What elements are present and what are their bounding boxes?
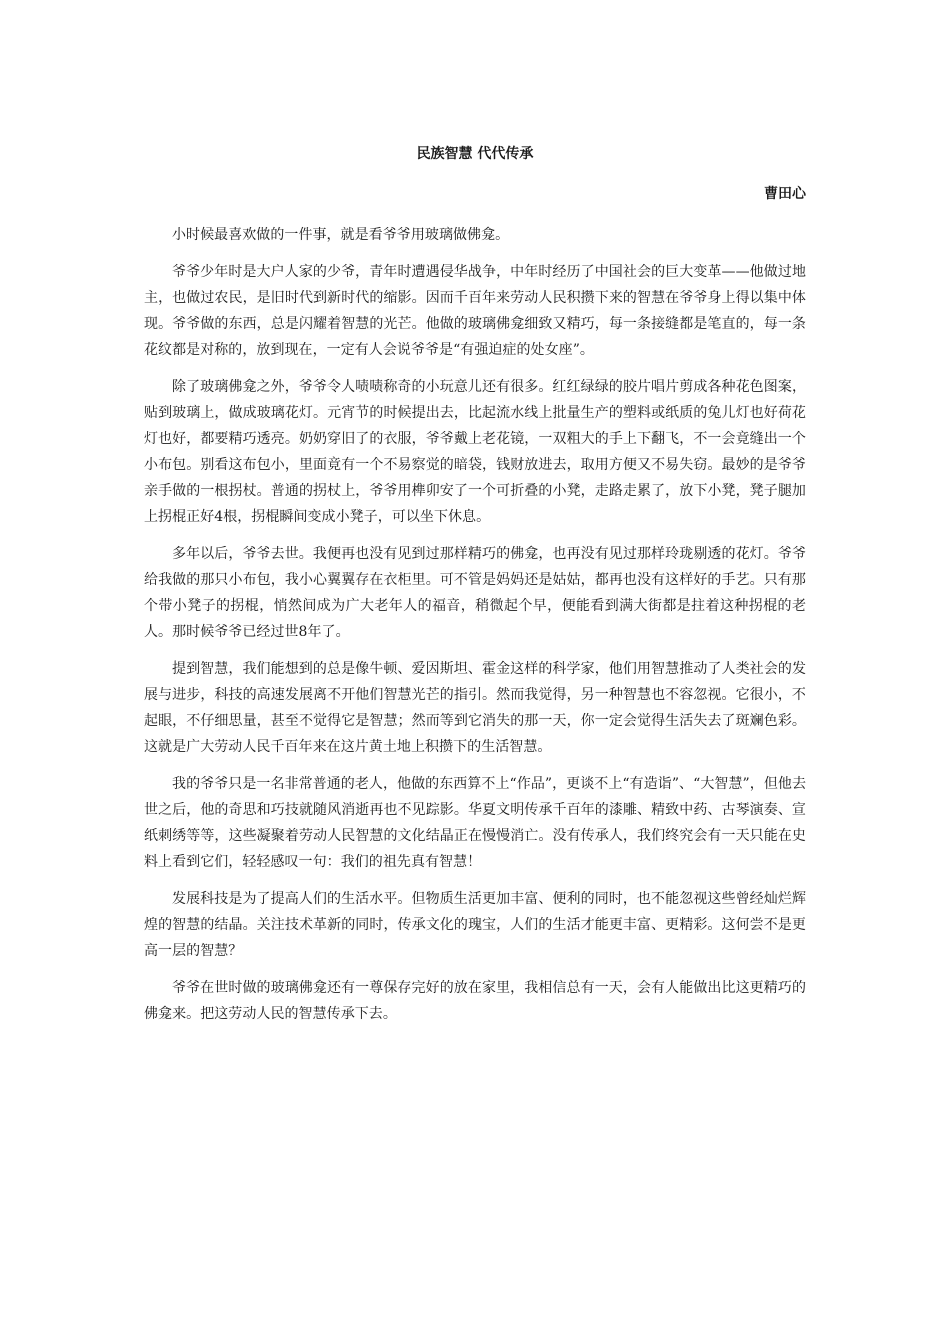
paragraph: 多年以后，爷爷去世。我便再也没有见到过那样精巧的佛龛，也再没有见过那样玲珑剔透的花灯。爷爷给我做的那只小布包，我小心翼翼存在衣柜里。可不管是妈妈还是姑姑，都再也没有这样好的手艺。只有那个带小凳子的拐棍，悄然间成为广大老年人的福音，稍微起个早，便能看到满大街都是拄着这种拐棍的老人。那时候爷爷已经过世8年了。	[144, 546, 806, 640]
paragraph: 发展科技是为了提高人们的生活水平。但物质生活更加丰富、便利的同时，也不能忽视这些曾经灿烂辉煌的智慧的结晶。关注技术革新的同时，传承文化的瑰宝，人们的生活才能更丰富、更精彩。这何尝不是更高一层的智慧？	[144, 891, 806, 959]
paragraph: 爷爷少年时是大户人家的少爷，青年时遭遇侵华战争，中年时经历了中国社会的巨大变革——他做过地主，也做过农民，是旧时代到新时代的缩影。因而千百年来劳动人民积攒下来的智慧在爷爷身上得以集中体现。爷爷做的东西，总是闪耀着智慧的光芒。他做的玻璃佛龛细致又精巧，每一条接缝都是笔直的，每一条花纹都是对称的，放到现在，一定有人会说爷爷是“有强迫症的处女座”。	[144, 264, 806, 358]
paragraph: 我的爷爷只是一名非常普通的老人，他做的东西算不上“作品”，更谈不上“有造诣”、“大智慧”，但他去世之后，他的奇思和巧技就随风消逝再也不见踪影。华夏文明传承千百年的漆雕、精致中药、古琴演奏、宣纸刺绣等等，这些凝聚着劳动人民智慧的文化结晶正在慢慢消亡。没有传承人，我们终究会有一天只能在史料上看到它们，轻轻感叹一句：我们的祖先真有智慧！	[144, 776, 806, 870]
document-title: 民族智慧 代代传承	[416, 146, 534, 162]
paragraph: 提到智慧，我们能想到的总是像牛顿、爱因斯坦、霍金这样的科学家，他们用智慧推动了人类社会的发展与进步，科技的高速发展离不开他们智慧光芒的指引。然而我觉得，另一种智慧也不容忽视。它很小，不起眼，不仔细思量，甚至不觉得它是智慧；然而等到它消失的那一天，你一定会觉得生活失去了斑斓色彩。这就是广大劳动人民千百年来在这片黄土地上积攒下的生活智慧。	[144, 661, 806, 755]
paragraph: 除了玻璃佛龛之外，爷爷令人啧啧称奇的小玩意儿还有很多。红红绿绿的胶片唱片剪成各种花色图案，贴到玻璃上，做成玻璃花灯。元宵节的时候提出去，比起流水线上批量生产的塑料或纸质的兔儿灯也好荷花灯也好，都要精巧透亮。奶奶穿旧了的衣服，爷爷戴上老花镜，一双粗大的手上下翻飞，不一会竟缝出一个小布包。别看这布包小，里面竟有一个不易察觉的暗袋，钱财放进去，取用方便又不易失窃。最妙的是爷爷亲手做的一根拐杖。普通的拐杖上，爷爷用榫卯安了一个可折叠的小凳，走路走累了，放下小凳，凳子腿加上拐棍正好4根，拐棍瞬间变成小凳子，可以坐下休息。	[144, 379, 806, 525]
document-page	[144, 140, 806, 1038]
document-author: 曹田心	[764, 186, 806, 202]
document-body	[144, 222, 806, 1027]
paragraph: 爷爷在世时做的玻璃佛龛还有一尊保存完好的放在家里，我相信总有一天，会有人能做出比这更精巧的佛龛来。把这劳动人民的智慧传承下去。	[144, 980, 806, 1022]
paragraph: 小时候最喜欢做的一件事，就是看爷爷用玻璃做佛龛。	[172, 227, 510, 243]
